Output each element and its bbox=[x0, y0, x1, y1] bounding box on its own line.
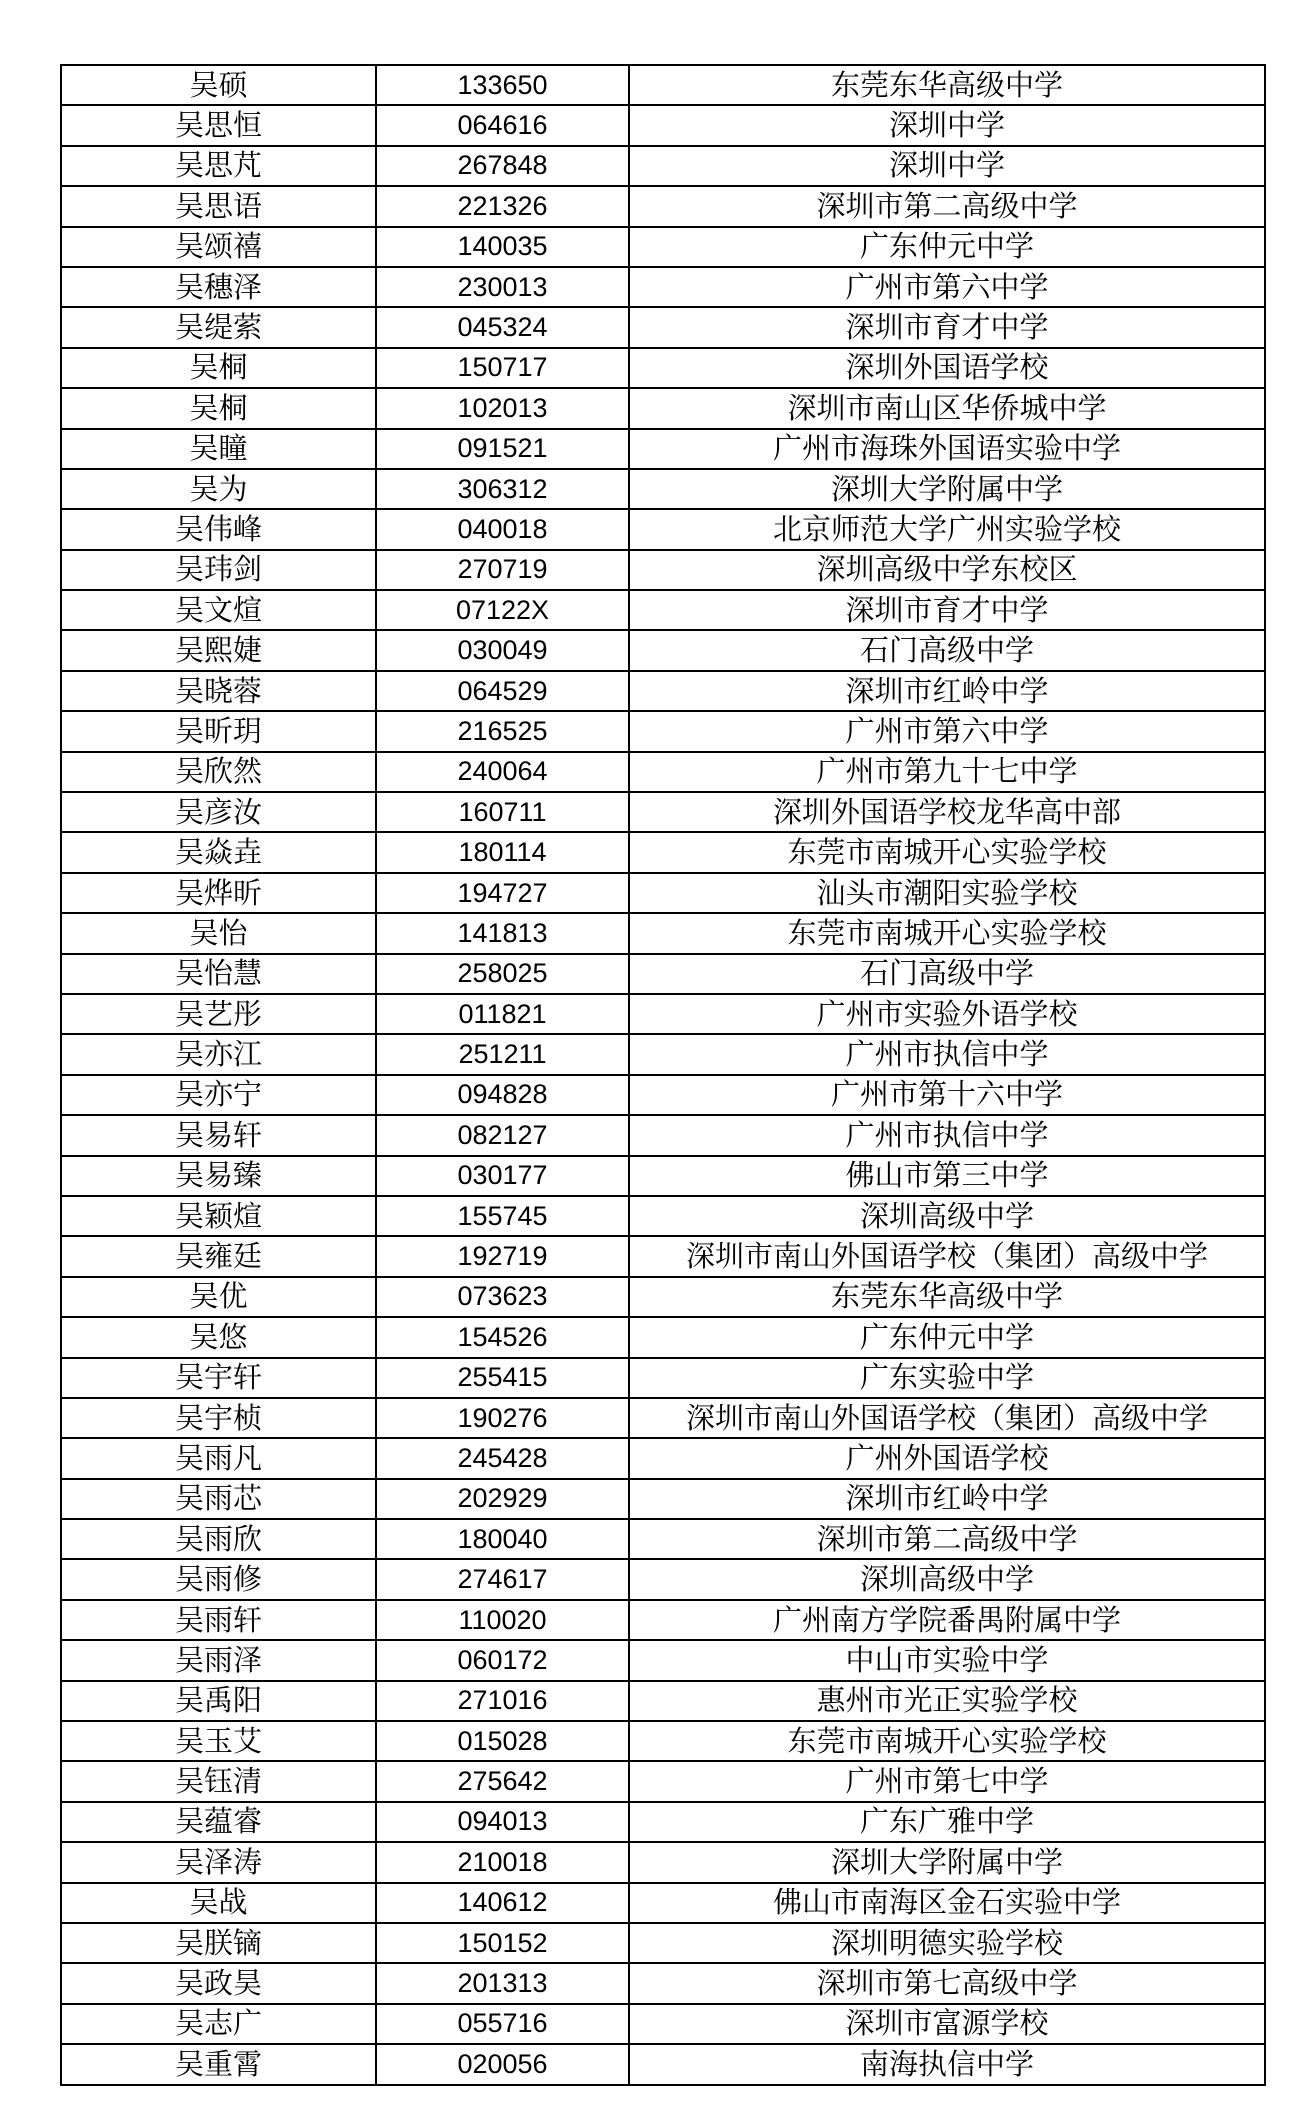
student-name-cell: 吴政昊 bbox=[61, 1963, 376, 2003]
student-id-cell: 150717 bbox=[376, 348, 629, 388]
student-id-cell: 221326 bbox=[376, 186, 629, 226]
school-name-cell: 东莞市南城开心实验学校 bbox=[629, 1721, 1265, 1761]
student-id-cell: 060172 bbox=[376, 1640, 629, 1680]
school-name-cell: 深圳外国语学校龙华高中部 bbox=[629, 792, 1265, 832]
student-name-cell: 吴烨昕 bbox=[61, 873, 376, 913]
student-name-cell: 吴怡慧 bbox=[61, 954, 376, 994]
student-name-cell: 吴雍廷 bbox=[61, 1236, 376, 1276]
student-id-cell: 045324 bbox=[376, 307, 629, 347]
table-row bbox=[61, 105, 1265, 145]
table-row bbox=[61, 954, 1265, 994]
student-id-cell: 040018 bbox=[376, 509, 629, 549]
school-name-cell: 广东广雅中学 bbox=[629, 1802, 1265, 1842]
table-row bbox=[61, 469, 1265, 509]
student-id-cell: 133650 bbox=[376, 65, 629, 105]
student-id-cell: 102013 bbox=[376, 388, 629, 428]
table-row bbox=[61, 429, 1265, 469]
student-id-cell: 230013 bbox=[376, 267, 629, 307]
student-name-cell: 吴桐 bbox=[61, 388, 376, 428]
student-id-cell: 245428 bbox=[376, 1438, 629, 1478]
student-id-cell: 255415 bbox=[376, 1358, 629, 1398]
student-name-cell: 吴雨凡 bbox=[61, 1438, 376, 1478]
table-row bbox=[61, 1156, 1265, 1196]
student-name-cell: 吴雨轩 bbox=[61, 1600, 376, 1640]
table-row bbox=[61, 348, 1265, 388]
school-name-cell: 广州市实验外语学校 bbox=[629, 994, 1265, 1034]
student-list-body bbox=[61, 65, 1265, 2085]
student-name-cell: 吴硕 bbox=[61, 65, 376, 105]
student-id-cell: 267848 bbox=[376, 146, 629, 186]
student-id-cell: 091521 bbox=[376, 429, 629, 469]
school-name-cell: 广州市执信中学 bbox=[629, 1034, 1265, 1074]
table-row bbox=[61, 913, 1265, 953]
table-row bbox=[61, 671, 1265, 711]
school-name-cell: 深圳中学 bbox=[629, 146, 1265, 186]
student-id-cell: 192719 bbox=[376, 1236, 629, 1276]
table-row bbox=[61, 65, 1265, 105]
table-row bbox=[61, 1398, 1265, 1438]
student-id-cell: 094013 bbox=[376, 1802, 629, 1842]
school-name-cell: 深圳市富源学校 bbox=[629, 2004, 1265, 2044]
school-name-cell: 深圳明德实验学校 bbox=[629, 1923, 1265, 1963]
table-row bbox=[61, 590, 1265, 630]
student-name-cell: 吴宇轩 bbox=[61, 1358, 376, 1398]
student-name-cell: 吴思芃 bbox=[61, 146, 376, 186]
student-name-cell: 吴颂禧 bbox=[61, 227, 376, 267]
student-name-cell: 吴缇萦 bbox=[61, 307, 376, 347]
table-row bbox=[61, 1034, 1265, 1074]
school-name-cell: 广州南方学院番禺附属中学 bbox=[629, 1600, 1265, 1640]
student-name-cell: 吴易臻 bbox=[61, 1156, 376, 1196]
school-name-cell: 深圳市南山外国语学校（集团）高级中学 bbox=[629, 1398, 1265, 1438]
student-name-cell: 吴颖煊 bbox=[61, 1196, 376, 1236]
school-name-cell: 惠州市光正实验学校 bbox=[629, 1681, 1265, 1721]
table-row bbox=[61, 307, 1265, 347]
student-id-cell: 194727 bbox=[376, 873, 629, 913]
student-name-cell: 吴朕镝 bbox=[61, 1923, 376, 1963]
table-row bbox=[61, 186, 1265, 226]
student-name-cell: 吴志广 bbox=[61, 2004, 376, 2044]
student-name-cell: 吴瞳 bbox=[61, 429, 376, 469]
student-name-cell: 吴蕴睿 bbox=[61, 1802, 376, 1842]
student-name-cell: 吴优 bbox=[61, 1277, 376, 1317]
school-name-cell: 中山市实验中学 bbox=[629, 1640, 1265, 1680]
table-row bbox=[61, 1519, 1265, 1559]
student-id-cell: 110020 bbox=[376, 1600, 629, 1640]
student-id-cell: 064529 bbox=[376, 671, 629, 711]
student-id-cell: 240064 bbox=[376, 752, 629, 792]
student-id-cell: 030049 bbox=[376, 630, 629, 670]
student-id-cell: 202929 bbox=[376, 1479, 629, 1519]
student-id-cell: 306312 bbox=[376, 469, 629, 509]
table-row bbox=[61, 1196, 1265, 1236]
table-row bbox=[61, 1479, 1265, 1519]
student-id-cell: 155745 bbox=[376, 1196, 629, 1236]
student-id-cell: 07122X bbox=[376, 590, 629, 630]
student-id-cell: 140612 bbox=[376, 1883, 629, 1923]
table-row bbox=[61, 832, 1265, 872]
school-name-cell: 广东仲元中学 bbox=[629, 1317, 1265, 1357]
student-name-cell: 吴桐 bbox=[61, 348, 376, 388]
student-id-cell: 275642 bbox=[376, 1761, 629, 1801]
student-id-cell: 274617 bbox=[376, 1559, 629, 1599]
school-name-cell: 佛山市南海区金石实验中学 bbox=[629, 1883, 1265, 1923]
school-name-cell: 深圳市育才中学 bbox=[629, 590, 1265, 630]
school-name-cell: 深圳大学附属中学 bbox=[629, 469, 1265, 509]
table-row bbox=[61, 1842, 1265, 1882]
student-id-cell: 258025 bbox=[376, 954, 629, 994]
student-name-cell: 吴雨泽 bbox=[61, 1640, 376, 1680]
school-name-cell: 广州市第九十七中学 bbox=[629, 752, 1265, 792]
student-name-cell: 吴艺彤 bbox=[61, 994, 376, 1034]
school-name-cell: 深圳大学附属中学 bbox=[629, 1842, 1265, 1882]
table-row bbox=[61, 267, 1265, 307]
table-row bbox=[61, 630, 1265, 670]
student-id-cell: 160711 bbox=[376, 792, 629, 832]
student-id-cell: 154526 bbox=[376, 1317, 629, 1357]
student-id-cell: 140035 bbox=[376, 227, 629, 267]
table-row bbox=[61, 1358, 1265, 1398]
school-name-cell: 广州市第六中学 bbox=[629, 711, 1265, 751]
school-name-cell: 深圳市第七高级中学 bbox=[629, 1963, 1265, 2003]
school-name-cell: 广州市第六中学 bbox=[629, 267, 1265, 307]
student-name-cell: 吴雨修 bbox=[61, 1559, 376, 1599]
table-row bbox=[61, 1600, 1265, 1640]
table-row bbox=[61, 1883, 1265, 1923]
school-name-cell: 深圳市南山区华侨城中学 bbox=[629, 388, 1265, 428]
table-row bbox=[61, 1721, 1265, 1761]
student-name-cell: 吴重霄 bbox=[61, 2044, 376, 2084]
student-name-cell: 吴亦宁 bbox=[61, 1075, 376, 1115]
table-row bbox=[61, 1317, 1265, 1357]
student-id-cell: 015028 bbox=[376, 1721, 629, 1761]
school-name-cell: 深圳高级中学 bbox=[629, 1559, 1265, 1599]
student-id-cell: 251211 bbox=[376, 1034, 629, 1074]
school-name-cell: 深圳市育才中学 bbox=[629, 307, 1265, 347]
school-name-cell: 深圳中学 bbox=[629, 105, 1265, 145]
student-name-cell: 吴雨欣 bbox=[61, 1519, 376, 1559]
student-id-cell: 270719 bbox=[376, 550, 629, 590]
student-id-cell: 073623 bbox=[376, 1277, 629, 1317]
student-name-cell: 吴玮剑 bbox=[61, 550, 376, 590]
table-row bbox=[61, 1963, 1265, 2003]
school-name-cell: 东莞东华高级中学 bbox=[629, 1277, 1265, 1317]
school-name-cell: 东莞市南城开心实验学校 bbox=[629, 832, 1265, 872]
school-name-cell: 广东实验中学 bbox=[629, 1358, 1265, 1398]
table-row bbox=[61, 1681, 1265, 1721]
student-id-cell: 271016 bbox=[376, 1681, 629, 1721]
table-row bbox=[61, 1236, 1265, 1276]
student-name-cell: 吴宇桢 bbox=[61, 1398, 376, 1438]
school-name-cell: 深圳市红岭中学 bbox=[629, 1479, 1265, 1519]
school-name-cell: 东莞市南城开心实验学校 bbox=[629, 913, 1265, 953]
student-id-cell: 190276 bbox=[376, 1398, 629, 1438]
school-name-cell: 广州市第七中学 bbox=[629, 1761, 1265, 1801]
school-name-cell: 广州外国语学校 bbox=[629, 1438, 1265, 1478]
student-id-cell: 141813 bbox=[376, 913, 629, 953]
student-name-cell: 吴穗泽 bbox=[61, 267, 376, 307]
student-name-cell: 吴易轩 bbox=[61, 1115, 376, 1155]
student-name-cell: 吴思恒 bbox=[61, 105, 376, 145]
table-row bbox=[61, 509, 1265, 549]
school-name-cell: 佛山市第三中学 bbox=[629, 1156, 1265, 1196]
student-name-cell: 吴文煊 bbox=[61, 590, 376, 630]
table-row bbox=[61, 1761, 1265, 1801]
student-id-cell: 210018 bbox=[376, 1842, 629, 1882]
student-id-cell: 216525 bbox=[376, 711, 629, 751]
student-name-cell: 吴禹阳 bbox=[61, 1681, 376, 1721]
student-id-cell: 055716 bbox=[376, 2004, 629, 2044]
student-name-cell: 吴熙婕 bbox=[61, 630, 376, 670]
school-name-cell: 深圳市第二高级中学 bbox=[629, 1519, 1265, 1559]
student-name-cell: 吴伟峰 bbox=[61, 509, 376, 549]
student-name-cell: 吴欣然 bbox=[61, 752, 376, 792]
student-name-cell: 吴焱垚 bbox=[61, 832, 376, 872]
table-row bbox=[61, 227, 1265, 267]
school-name-cell: 广东仲元中学 bbox=[629, 227, 1265, 267]
school-name-cell: 石门高级中学 bbox=[629, 954, 1265, 994]
student-name-cell: 吴悠 bbox=[61, 1317, 376, 1357]
school-name-cell: 石门高级中学 bbox=[629, 630, 1265, 670]
student-list-table bbox=[60, 64, 1266, 2086]
school-name-cell: 广州市执信中学 bbox=[629, 1115, 1265, 1155]
school-name-cell: 南海执信中学 bbox=[629, 2044, 1265, 2084]
table-row bbox=[61, 1438, 1265, 1478]
student-id-cell: 030177 bbox=[376, 1156, 629, 1196]
table-row bbox=[61, 1115, 1265, 1155]
school-name-cell: 广州市海珠外国语实验中学 bbox=[629, 429, 1265, 469]
table-row bbox=[61, 994, 1265, 1034]
student-id-cell: 180040 bbox=[376, 1519, 629, 1559]
table-row bbox=[61, 752, 1265, 792]
student-name-cell: 吴雨芯 bbox=[61, 1479, 376, 1519]
student-name-cell: 吴彦汝 bbox=[61, 792, 376, 832]
student-name-cell: 吴玉艾 bbox=[61, 1721, 376, 1761]
student-name-cell: 吴钰清 bbox=[61, 1761, 376, 1801]
student-id-cell: 011821 bbox=[376, 994, 629, 1034]
school-name-cell: 广州市第十六中学 bbox=[629, 1075, 1265, 1115]
school-name-cell: 深圳市南山外国语学校（集团）高级中学 bbox=[629, 1236, 1265, 1276]
student-id-cell: 082127 bbox=[376, 1115, 629, 1155]
school-name-cell: 深圳高级中学 bbox=[629, 1196, 1265, 1236]
school-name-cell: 东莞东华高级中学 bbox=[629, 65, 1265, 105]
student-id-cell: 020056 bbox=[376, 2044, 629, 2084]
school-name-cell: 深圳市第二高级中学 bbox=[629, 186, 1265, 226]
student-id-cell: 064616 bbox=[376, 105, 629, 145]
table-row bbox=[61, 1802, 1265, 1842]
table-row bbox=[61, 792, 1265, 832]
student-name-cell: 吴昕玥 bbox=[61, 711, 376, 751]
table-row bbox=[61, 1640, 1265, 1680]
school-name-cell: 深圳高级中学东校区 bbox=[629, 550, 1265, 590]
school-name-cell: 北京师范大学广州实验学校 bbox=[629, 509, 1265, 549]
student-id-cell: 094828 bbox=[376, 1075, 629, 1115]
student-name-cell: 吴为 bbox=[61, 469, 376, 509]
student-name-cell: 吴泽涛 bbox=[61, 1842, 376, 1882]
table-row bbox=[61, 146, 1265, 186]
student-name-cell: 吴思语 bbox=[61, 186, 376, 226]
table-row bbox=[61, 1923, 1265, 1963]
table-row bbox=[61, 2044, 1265, 2084]
student-name-cell: 吴晓蓉 bbox=[61, 671, 376, 711]
student-name-cell: 吴战 bbox=[61, 1883, 376, 1923]
table-row bbox=[61, 550, 1265, 590]
table-row bbox=[61, 2004, 1265, 2044]
student-id-cell: 180114 bbox=[376, 832, 629, 872]
table-row bbox=[61, 1559, 1265, 1599]
table-row bbox=[61, 873, 1265, 913]
table-row bbox=[61, 388, 1265, 428]
table-row bbox=[61, 1277, 1265, 1317]
school-name-cell: 深圳外国语学校 bbox=[629, 348, 1265, 388]
student-id-cell: 201313 bbox=[376, 1963, 629, 2003]
table-row bbox=[61, 711, 1265, 751]
school-name-cell: 汕头市潮阳实验学校 bbox=[629, 873, 1265, 913]
table-row bbox=[61, 1075, 1265, 1115]
student-name-cell: 吴怡 bbox=[61, 913, 376, 953]
student-id-cell: 150152 bbox=[376, 1923, 629, 1963]
student-name-cell: 吴亦江 bbox=[61, 1034, 376, 1074]
school-name-cell: 深圳市红岭中学 bbox=[629, 671, 1265, 711]
